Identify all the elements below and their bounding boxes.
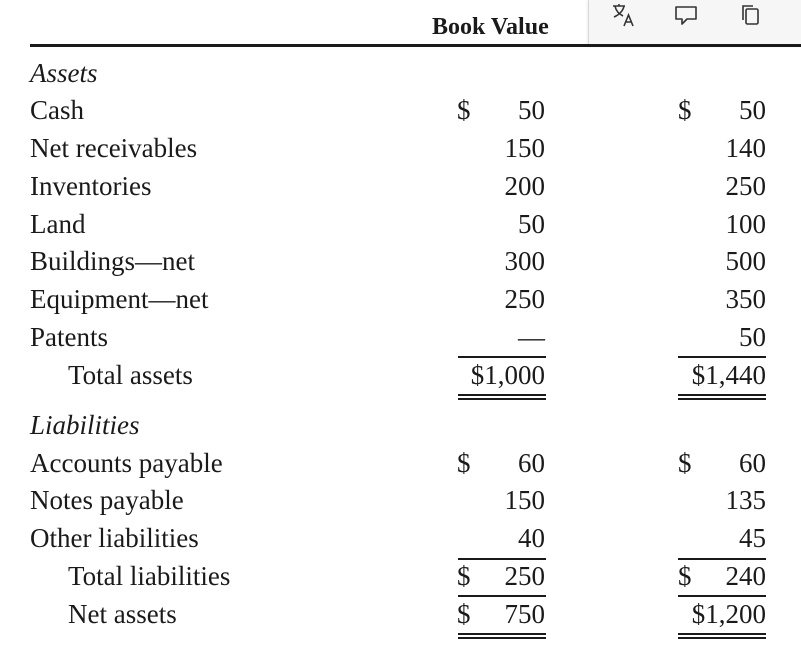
- book-value-net-assets: 750: [504, 599, 545, 629]
- fair-value-net-receivables: 140: [725, 133, 766, 163]
- row-label-cash: Cash: [30, 95, 84, 125]
- translate-button[interactable]: [597, 0, 647, 30]
- book-double-rule-net-1: [458, 633, 546, 635]
- book-currency-accounts-payable: $: [457, 448, 471, 478]
- row-label-patents: Patents: [30, 322, 108, 352]
- book-value-land: 50: [518, 209, 545, 239]
- fair-double-rule-net-1: [678, 633, 766, 635]
- row-label-total-assets: Total assets: [68, 360, 193, 390]
- fair-value-other-liabilities: 45: [739, 523, 766, 553]
- row-label-inventories: Inventories: [30, 171, 152, 201]
- fair-value-cash: 50: [739, 95, 766, 125]
- fair-double-rule-assets-2: [678, 398, 766, 400]
- book-value-patents: —: [518, 322, 545, 352]
- comment-icon: [673, 3, 699, 27]
- book-currency-cash: $: [457, 95, 471, 125]
- book-double-rule-assets-2: [458, 398, 546, 400]
- book-subtotal-rule-liabilities: [458, 558, 546, 560]
- row-label-buildings-net: Buildings—net: [30, 246, 196, 276]
- fair-value-land: 100: [725, 209, 766, 239]
- copy-button[interactable]: [725, 0, 775, 30]
- book-value-net-receivables: 150: [504, 133, 545, 163]
- fair-double-rule-assets-1: [678, 394, 766, 396]
- book-value-total-liabilities: 250: [504, 561, 545, 591]
- book-value-inventories: 200: [504, 171, 545, 201]
- fair-value-accounts-payable: 60: [739, 448, 766, 478]
- fair-value-equipment-net: 350: [725, 284, 766, 314]
- book-double-rule-net-2: [458, 637, 546, 639]
- book-value-accounts-payable: 60: [518, 448, 545, 478]
- fair-value-total-assets: $1,440: [691, 360, 766, 390]
- fair-value-net-assets: $1,200: [691, 599, 766, 629]
- fair-value-notes-payable: 135: [725, 485, 766, 515]
- row-label-equipment-net: Equipment—net: [30, 284, 209, 314]
- fair-net-rule: [678, 595, 766, 597]
- row-label-total-liabilities: Total liabilities: [68, 561, 231, 591]
- fair-double-rule-net-2: [678, 637, 766, 639]
- fair-currency-accounts-payable: $: [678, 448, 692, 478]
- book-value-cash: 50: [518, 95, 545, 125]
- fair-currency-cash: $: [678, 95, 692, 125]
- row-label-accounts-payable: Accounts payable: [30, 448, 223, 478]
- row-label-notes-payable: Notes payable: [30, 485, 184, 515]
- book-value-header: Book Value: [432, 14, 549, 40]
- row-label-net-assets: Net assets: [68, 599, 177, 629]
- row-label-other-liabilities: Other liabilities: [30, 523, 199, 553]
- book-net-rule: [458, 595, 546, 597]
- assets-section-title: Assets: [30, 58, 98, 88]
- book-currency-total-liabilities: $: [457, 561, 471, 591]
- book-double-rule-assets-1: [458, 394, 546, 396]
- comment-button[interactable]: [661, 0, 711, 30]
- row-label-land: Land: [30, 209, 86, 239]
- header-rule: [30, 44, 801, 47]
- book-subtotal-rule-assets: [458, 356, 546, 358]
- fair-value-inventories: 250: [725, 171, 766, 201]
- book-currency-net-assets: $: [457, 599, 471, 629]
- book-value-total-assets: $1,000: [470, 360, 545, 390]
- fair-subtotal-rule-assets: [678, 356, 766, 358]
- fair-currency-total-liabilities: $: [678, 561, 692, 591]
- fair-subtotal-rule-liabilities: [678, 558, 766, 560]
- fair-value-buildings-net: 500: [725, 246, 766, 276]
- book-value-equipment-net: 250: [504, 284, 545, 314]
- liabilities-section-title: Liabilities: [30, 410, 140, 440]
- copy-icon: [738, 2, 762, 28]
- translate-icon: [609, 2, 635, 28]
- fair-value-patents: 50: [739, 322, 766, 352]
- book-value-notes-payable: 150: [504, 485, 545, 515]
- row-label-net-receivables: Net receivables: [30, 133, 198, 163]
- floating-toolbar: [588, 0, 801, 45]
- fair-value-total-liabilities: 240: [725, 561, 766, 591]
- book-value-other-liabilities: 40: [518, 523, 545, 553]
- book-value-buildings-net: 300: [504, 246, 545, 276]
